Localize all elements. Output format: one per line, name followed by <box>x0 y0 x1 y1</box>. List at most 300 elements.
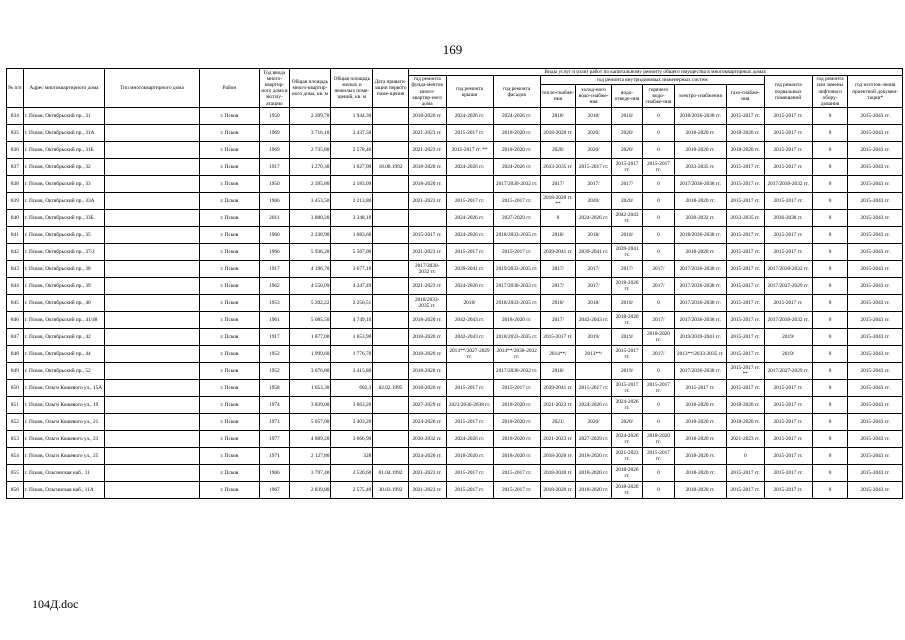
cell-gas: 2015-2017 гг. <box>726 159 764 176</box>
table-row <box>7 295 903 312</box>
cell-hw: 0 <box>643 142 674 159</box>
cell-al: 2 183,09 <box>331 176 373 193</box>
cell-n: 848 <box>7 346 24 363</box>
cell-n: 840 <box>7 210 24 227</box>
cell-fac: 2018/2033-2035 гг. <box>493 227 540 244</box>
cell-lift: 0 <box>812 312 848 329</box>
cell-dist: г. Псков <box>199 312 260 329</box>
cell-dist: г. Псков <box>199 431 260 448</box>
cell-hw: 2017/ <box>643 278 674 295</box>
cell-doc: 2015-2043 гг. <box>848 227 903 244</box>
header-gas: газо-снабже-ния <box>726 84 764 107</box>
cell-cw: 2018/ <box>576 108 612 125</box>
cell-gas: 2018-2020 гг. <box>726 414 764 431</box>
cell-doc: 2015-2043 гг. <box>848 210 903 227</box>
cell-dr: 2017/ <box>611 176 642 193</box>
cell-addr: г. Псков, Октябрьский пр., 33А <box>23 193 105 210</box>
cell-lift: 0 <box>812 159 848 176</box>
cell-hw: 0 <box>643 482 674 499</box>
cell-f: 2021-2023 гг. <box>408 142 446 159</box>
cell-type <box>105 482 199 499</box>
cell-doc: 2015-2043 гг. <box>848 465 903 482</box>
cell-dist: г. Псков <box>199 227 260 244</box>
cell-el: 2018-2020 гг. <box>674 397 726 414</box>
cell-cw: 2018/ <box>576 295 612 312</box>
cell-year: 1917 <box>260 261 289 278</box>
cell-cw: 2015-2017 гг. <box>576 159 612 176</box>
cell-cw: 2020/ <box>576 125 612 142</box>
cell-dist: г. Псков <box>199 261 260 278</box>
cell-at: 2 395,80 <box>289 176 331 193</box>
cell-f: 2027-2029 гг. <box>408 397 446 414</box>
cell-cw: 2018-2020 гг. <box>576 448 612 465</box>
cell-fac: 2024-2026 гг. <box>493 108 540 125</box>
table-body <box>7 108 903 499</box>
cell-roof: 2024-2026 гг. <box>446 278 493 295</box>
cell-n: 834 <box>7 108 24 125</box>
cell-n: 852 <box>7 414 24 431</box>
cell-year: 1958 <box>260 380 289 397</box>
cell-dr: 2019/ <box>611 363 642 380</box>
table-row <box>7 414 903 431</box>
cell-al: 3 063,20 <box>331 397 373 414</box>
cell-type <box>105 448 199 465</box>
cell-at: 3 797,40 <box>289 465 331 482</box>
cell-bas: 2019/ <box>764 346 812 363</box>
cell-el: 2018/2036-2038 гг. <box>674 108 726 125</box>
cell-f: 2018-2020 гг. <box>408 346 446 363</box>
table-row <box>7 278 903 295</box>
cell-gas: 2033-2035 гг. <box>726 210 764 227</box>
cell-doc: 2015-2043 гг. <box>848 312 903 329</box>
cell-f: 2018-2020 гг. <box>408 363 446 380</box>
cell-al: 1 027,00 <box>331 159 373 176</box>
cell-bas: 2036-2038 гг. <box>764 210 812 227</box>
capital-repair-table <box>6 68 903 499</box>
cell-fac: 2015-2017 гг. <box>493 244 540 261</box>
cell-el: 2017/2036-2038 гг. <box>674 363 726 380</box>
cell-hw: 0 <box>643 414 674 431</box>
cell-cw: 2020/ <box>576 193 612 210</box>
cell-year: 1969 <box>260 125 289 142</box>
cell-year: 1971 <box>260 448 289 465</box>
cell-roof: 2018-2020 гг. <box>446 448 493 465</box>
cell-lift: 0 <box>812 210 848 227</box>
cell-n: 847 <box>7 329 24 346</box>
cell-gas: 2015-2017 гг. <box>726 482 764 499</box>
cell-bas: 2017/2030-2032 гг. <box>764 176 812 193</box>
cell-al: 3 677,10 <box>331 261 373 278</box>
cell-heat: 2033-2035 гг. <box>540 159 576 176</box>
cell-gas: 0 <box>726 448 764 465</box>
footer-filename: 104Д.doc <box>32 597 79 611</box>
cell-year: 1967 <box>260 482 289 499</box>
cell-al: 1 653,90 <box>331 329 373 346</box>
cell-year: 1917 <box>260 329 289 346</box>
cell-dr: 2020/ <box>611 125 642 142</box>
cell-priv <box>373 414 409 431</box>
cell-type <box>105 210 199 227</box>
cell-dr: 2021-2023 гг. <box>611 448 642 465</box>
cell-lift: 0 <box>812 346 848 363</box>
cell-roof: 2015-2017 гг. <box>446 380 493 397</box>
cell-gas: 2015-2017 гг. <box>726 227 764 244</box>
cell-al: 2 575,40 <box>331 482 373 499</box>
cell-al: 1 776,70 <box>331 346 373 363</box>
table-row <box>7 227 903 244</box>
cell-at: 1 270,30 <box>289 159 331 176</box>
cell-f: 2018-2020 гг. <box>408 312 446 329</box>
header-num: № п/п <box>7 69 24 108</box>
cell-dr: 2018/ <box>611 227 642 244</box>
cell-al: 3 415,80 <box>331 363 373 380</box>
cell-hw: 0 <box>643 465 674 482</box>
cell-addr: г. Псков, Октябрьский пр., 31А <box>23 125 105 142</box>
cell-type <box>105 295 199 312</box>
header-drainage: водо-отведе-ния <box>611 84 642 107</box>
cell-heat: 2018-2020 гг. <box>540 482 576 499</box>
cell-dist: г. Псков <box>199 380 260 397</box>
header-type: Тип многоквартирного дома <box>105 69 199 108</box>
cell-doc: 2015-2043 гг. <box>848 278 903 295</box>
cell-gas: 2015-2017 гг. <box>726 108 764 125</box>
cell-addr: г. Псков, Октябрьский пр., 31 <box>23 108 105 125</box>
cell-heat: 0 <box>540 210 576 227</box>
cell-gas: 2015-2017 гг. ** <box>726 363 764 380</box>
cell-cw: 2018/ <box>576 227 612 244</box>
cell-dr: 2020/ <box>611 414 642 431</box>
cell-bas: 2015-2017 гг. <box>764 227 812 244</box>
cell-doc: 2015-2043 гг. <box>848 244 903 261</box>
cell-at: 3 880,20 <box>289 210 331 227</box>
cell-fac: 2019/2033-2035 гг. <box>493 261 540 278</box>
cell-hw: 0 <box>643 193 674 210</box>
cell-cw: 2018-2020 гг. <box>576 465 612 482</box>
cell-dist: г. Псков <box>199 346 260 363</box>
cell-dr: 2039-2041 гг. <box>611 244 642 261</box>
cell-priv <box>373 227 409 244</box>
cell-f: 2018-2020 гг. <box>408 159 446 176</box>
cell-priv <box>373 397 409 414</box>
cell-dr: 2042-2043 гг. <box>611 210 642 227</box>
cell-f: 2015-2017 гг. <box>408 227 446 244</box>
cell-heat: 2017/ <box>540 261 576 278</box>
cell-bas: 2015-2017 гг. <box>764 482 812 499</box>
cell-bas: 2015-2017 гг. <box>764 193 812 210</box>
cell-bas: 2015-2017 гг. <box>764 125 812 142</box>
cell-addr: г. Псков, Октябрьский пр., 31Б <box>23 142 105 159</box>
cell-type <box>105 227 199 244</box>
cell-doc: 2015-2043 гг. <box>848 448 903 465</box>
cell-dist: г. Псков <box>199 448 260 465</box>
cell-dist: г. Псков <box>199 159 260 176</box>
cell-hw: 0 <box>643 397 674 414</box>
cell-bas: 2015-2017 гг. <box>764 244 812 261</box>
cell-fac: 2015-2017 гг. <box>493 465 540 482</box>
cell-roof: 2039-2041 гг. <box>446 261 493 278</box>
cell-f <box>408 210 446 227</box>
cell-al: 3 213,80 <box>331 193 373 210</box>
cell-n: 850 <box>7 380 24 397</box>
cell-al: 4 247,49 <box>331 278 373 295</box>
cell-bas: 2015-2017 гг. <box>764 142 812 159</box>
cell-doc: 2015-2043 гг. <box>848 482 903 499</box>
header-design-docs: год изготов-ления проектной докумен-тации* <box>848 76 903 108</box>
cell-dist: г. Псков <box>199 278 260 295</box>
cell-gas: 2018-2020 гг. <box>726 125 764 142</box>
cell-priv <box>373 261 409 278</box>
cell-bas: 2015-2017 гг. <box>764 159 812 176</box>
table-row <box>7 176 903 193</box>
cell-roof: 2015-2017 гг. <box>446 465 493 482</box>
cell-n: 844 <box>7 278 24 295</box>
table-row <box>7 312 903 329</box>
header-electric: электро-снабжения <box>674 84 726 107</box>
cell-year: 1977 <box>260 431 289 448</box>
cell-n: 856 <box>7 482 24 499</box>
cell-al: 602,3 <box>331 380 373 397</box>
cell-el: 2018-2020 гг. <box>674 125 726 142</box>
cell-year: 1950 <box>260 108 289 125</box>
cell-fac: 2018-2020 гг. <box>493 125 540 142</box>
cell-gas: 2015-2017 гг. <box>726 278 764 295</box>
cell-year: 1952 <box>260 363 289 380</box>
cell-type <box>105 465 199 482</box>
header-area-total: Общая площадь много-квартир-ного дома, кв. м <box>289 69 331 108</box>
cell-bas: 2017/2030-2032 гг. <box>764 312 812 329</box>
cell-al: 3 520,60 <box>331 465 373 482</box>
cell-lift: 0 <box>812 142 848 159</box>
cell-addr: г. Псков, Ольгинская наб., 11 <box>23 465 105 482</box>
cell-hw: 0 <box>643 210 674 227</box>
cell-hw: 2018-2020 гг. <box>643 431 674 448</box>
cell-lift: 0 <box>812 482 848 499</box>
cell-type <box>105 363 199 380</box>
cell-el: 2018-2020 гг. <box>674 465 726 482</box>
cell-cw: 2039-2041 гг. <box>576 244 612 261</box>
cell-lift: 0 <box>812 465 848 482</box>
cell-doc: 2015-2043 гг. <box>848 363 903 380</box>
cell-fac: 2017/2030-2032 гг. <box>493 176 540 193</box>
cell-at: 3 676,80 <box>289 363 331 380</box>
cell-heat: 2021-2023 гг. <box>540 397 576 414</box>
cell-roof: 2018/ <box>446 295 493 312</box>
cell-dr: 2020/ <box>611 193 642 210</box>
cell-el: 2018/2036-2038 гг. <box>674 227 726 244</box>
cell-year: 1950 <box>260 176 289 193</box>
cell-addr: г. Псков, Ольги Кошевого ул., 19 <box>23 397 105 414</box>
cell-hw: 0 <box>643 227 674 244</box>
cell-hw: 0 <box>643 244 674 261</box>
cell-year: 1971 <box>260 414 289 431</box>
cell-hw: 2018-2020 гг. <box>643 329 674 346</box>
cell-cw: 2020/ <box>576 142 612 159</box>
header-district: Район <box>199 69 260 108</box>
cell-n: 854 <box>7 448 24 465</box>
table-row <box>7 363 903 380</box>
cell-gas: 2015-2017 гг. <box>726 380 764 397</box>
cell-heat: 2015-2017 гг. <box>540 329 576 346</box>
cell-type <box>105 380 199 397</box>
cell-hw: 0 <box>643 295 674 312</box>
table-row <box>7 482 903 499</box>
header-year: Год ввода много-квартир-ного дома в эксплу-атацию <box>261 69 288 107</box>
cell-n: 853 <box>7 431 24 448</box>
header-cold-water: холод-ного водо-снабже-ния <box>576 84 612 107</box>
cell-lift: 0 <box>812 414 848 431</box>
cell-bas: 2017/2030-2032 гг. <box>764 261 812 278</box>
cell-roof: 2015-2017 гг. <box>446 414 493 431</box>
cell-hw: 2015-2017 гг. <box>643 380 674 397</box>
page-number: 169 <box>442 42 463 57</box>
cell-priv: 01.04.1992 <box>373 465 409 482</box>
cell-f: 2018-2020 гг. <box>408 380 446 397</box>
cell-type <box>105 261 199 278</box>
cell-type <box>105 108 199 125</box>
cell-dist: г. Псков <box>199 125 260 142</box>
cell-heat: 2018/ <box>540 295 576 312</box>
cell-at: 5 057,00 <box>289 414 331 431</box>
cell-heat: 2018-2020 гг. ** <box>540 193 576 210</box>
cell-al: 5 567,00 <box>331 244 373 261</box>
cell-el: 2018-2020 гг. <box>674 244 726 261</box>
header-foundation: год ремонта фунда-ментов много-квартир-ного дома <box>408 76 446 108</box>
cell-at: 2 735,80 <box>289 142 331 159</box>
cell-lift: 0 <box>812 431 848 448</box>
cell-n: 846 <box>7 312 24 329</box>
cell-year: 1966 <box>260 244 289 261</box>
cell-dr: 2017/ <box>611 261 642 278</box>
cell-hw: 2017/ <box>643 261 674 278</box>
cell-f: 2018-2020 гг. <box>408 176 446 193</box>
cell-bas: 2015-2017 гг. <box>764 397 812 414</box>
cell-f: 2018-2020 гг. <box>408 329 446 346</box>
cell-lift: 0 <box>812 261 848 278</box>
cell-type <box>105 414 199 431</box>
cell-heat: 2017/ <box>540 278 576 295</box>
cell-bas: 2017/2027-2029 гг. <box>764 363 812 380</box>
cell-hw: 2015-2017 гг. <box>643 448 674 465</box>
cell-dr: 2018/ <box>611 108 642 125</box>
table-row <box>7 108 903 125</box>
cell-addr: г. Псков, Октябрьский пр., 37/2 <box>23 244 105 261</box>
table-row <box>7 159 903 176</box>
cell-year: 1966 <box>260 193 289 210</box>
cell-roof: 2015-2017 гг. <box>446 125 493 142</box>
cell-f: 2021-2023 гг. <box>408 193 446 210</box>
cell-addr: г. Псков, Октябрьский пр., 42 <box>23 329 105 346</box>
cell-gas: 2015-2017 гг. <box>726 295 764 312</box>
cell-n: 843 <box>7 261 24 278</box>
cell-year: 1917 <box>260 159 289 176</box>
cell-roof: 2024-2026 гг. <box>446 108 493 125</box>
cell-cw: 2027-2029 гг. <box>576 431 612 448</box>
cell-dist: г. Псков <box>199 397 260 414</box>
cell-hw: 2017/ <box>643 346 674 363</box>
cell-el: 2019/2039-2041 гг. <box>674 329 726 346</box>
cell-lift: 0 <box>812 227 848 244</box>
cell-fac: 2017/2030-2032 гг. <box>493 363 540 380</box>
table-row <box>7 346 903 363</box>
header-basement: год ремонта подвальных помещений <box>764 76 812 108</box>
cell-at: 5 936,20 <box>289 244 331 261</box>
cell-year: 1969 <box>260 142 289 159</box>
cell-doc: 2015-2043 гг. <box>848 397 903 414</box>
cell-al: 2 578,40 <box>331 142 373 159</box>
cell-addr: г. Псков, Октябрьский пр., 35 <box>23 227 105 244</box>
cell-f: 2017/2030-2032 гг. <box>408 261 446 278</box>
cell-gas: 2015-2017 гг. <box>726 244 764 261</box>
cell-n: 851 <box>7 397 24 414</box>
cell-n: 838 <box>7 176 24 193</box>
cell-heat: 2017/ <box>540 176 576 193</box>
cell-cw: 2017/ <box>576 278 612 295</box>
cell-gas: 2015-2017 гг. <box>726 193 764 210</box>
cell-priv <box>373 142 409 159</box>
cell-lift: 0 <box>812 363 848 380</box>
cell-fac: 2018-2020 гг. <box>493 397 540 414</box>
cell-roof: 2042-2043 гг. <box>446 312 493 329</box>
header-area-living: Общая площадь жилых и нежилых поме-щений, кв. м <box>331 69 373 108</box>
cell-at: 3 839,00 <box>289 397 331 414</box>
cell-lift: 0 <box>812 278 848 295</box>
cell-cw: 2018-2020 гг. <box>576 482 612 499</box>
cell-roof <box>446 176 493 193</box>
cell-dr: 2018-2020 гг. <box>611 482 642 499</box>
cell-type <box>105 193 199 210</box>
cell-lift: 0 <box>812 448 848 465</box>
cell-dist: г. Псков <box>199 414 260 431</box>
cell-priv <box>373 448 409 465</box>
cell-type <box>105 329 199 346</box>
cell-heat: 2018/ <box>540 227 576 244</box>
cell-at: 3 453,50 <box>289 193 331 210</box>
cell-priv <box>373 193 409 210</box>
cell-priv <box>373 210 409 227</box>
cell-el: 2030-2032 гг. <box>674 210 726 227</box>
cell-at: 1 877,00 <box>289 329 331 346</box>
cell-dr: 2018-2020 гг. <box>611 465 642 482</box>
cell-addr: г. Псков, Ольги Кошевого ул., 21 <box>23 414 105 431</box>
cell-dr: 2024-2026 гг. <box>611 397 642 414</box>
cell-fac: 2018-2020 гг. <box>493 414 540 431</box>
cell-bas: 2019/ <box>764 329 812 346</box>
cell-el: 2015-2017 гг. <box>674 380 726 397</box>
cell-year: 1962 <box>260 278 289 295</box>
cell-fac: 2018/2033-2035 гг. <box>493 295 540 312</box>
cell-priv <box>373 363 409 380</box>
cell-dist: г. Псков <box>199 193 260 210</box>
cell-n: 842 <box>7 244 24 261</box>
cell-year: 2011 <box>260 210 289 227</box>
cell-addr: г. Псков, Октябрьский пр., 32 <box>23 159 105 176</box>
table-row <box>7 431 903 448</box>
cell-doc: 2015-2043 гг. <box>848 125 903 142</box>
cell-dr: 2019/ <box>611 329 642 346</box>
table-row <box>7 397 903 414</box>
cell-f: 2024-2026 гг. <box>408 448 446 465</box>
cell-fac: 2027-2029 гг. <box>493 210 540 227</box>
cell-lift: 0 <box>812 176 848 193</box>
table-row <box>7 380 903 397</box>
cell-fac: 2014**/2030-2032 гг. <box>493 346 540 363</box>
cell-lift: 0 <box>812 125 848 142</box>
cell-heat: 2017/ <box>540 312 576 329</box>
cell-roof: 2024-2026 гг. <box>446 159 493 176</box>
cell-at: 4 550,09 <box>289 278 331 295</box>
cell-roof: 2024-2026 гг. <box>446 431 493 448</box>
cell-n: 835 <box>7 125 24 142</box>
